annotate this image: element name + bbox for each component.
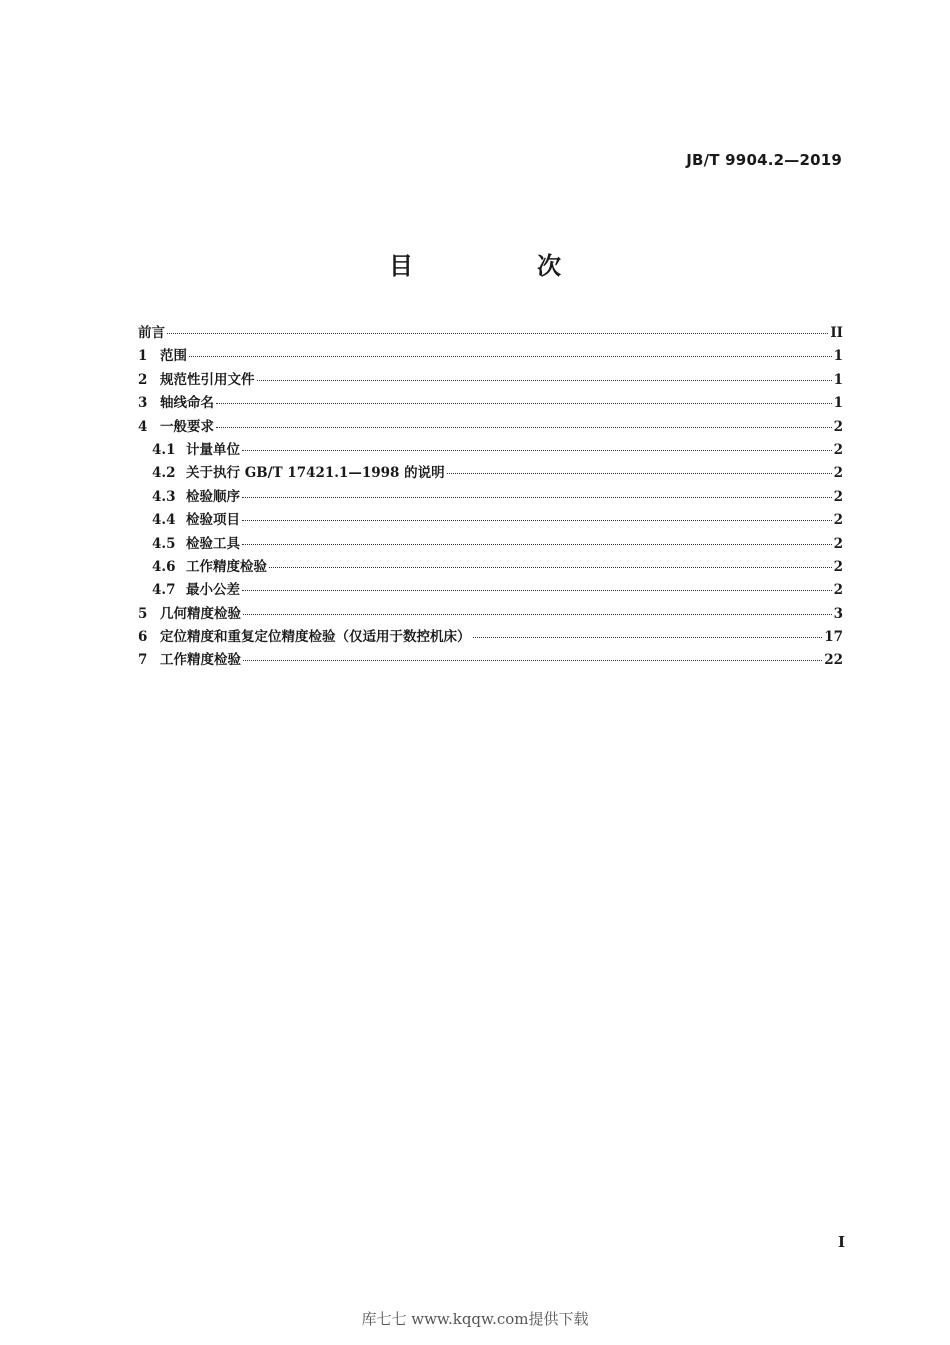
toc-entry[interactable] [138, 322, 843, 345]
toc-entry-number: 4.3 [152, 488, 176, 505]
toc-entry-number: 3 [138, 395, 148, 412]
toc-entry-page: 2 [833, 418, 843, 435]
toc-entry-page: 2 [833, 535, 843, 552]
toc-entry-number: 4.5 [152, 535, 176, 552]
toc-entry[interactable] [138, 603, 843, 626]
toc-entry-page: 2 [833, 441, 843, 458]
toc-entry[interactable] [138, 369, 843, 392]
toc-entry-page: 2 [833, 582, 843, 599]
toc-dot-leader [242, 449, 832, 451]
toc-entry[interactable] [138, 345, 843, 368]
toc-entry-page: 2 [833, 488, 843, 505]
toc-entry-label: 检验顺序 [186, 488, 240, 505]
toc-entry-label: 计量单位 [186, 441, 240, 458]
toc-dot-leader [243, 659, 822, 661]
toc-dot-leader [242, 519, 832, 521]
toc-entry-page: II [830, 325, 843, 341]
toc-dot-leader [167, 332, 828, 334]
toc-entry[interactable] [138, 533, 843, 556]
toc-entry[interactable] [138, 509, 843, 532]
table-of-contents [138, 322, 843, 673]
toc-entry-label: 前言 [138, 325, 165, 341]
toc-entry[interactable] [138, 392, 843, 415]
toc-entry[interactable] [138, 626, 843, 649]
toc-entry-page: 2 [833, 558, 843, 575]
toc-dot-leader [242, 589, 832, 591]
toc-entry-page: 2 [833, 512, 843, 529]
toc-entry-label: 工作精度检验 [186, 558, 267, 575]
toc-entry-number: 4 [138, 418, 148, 435]
page-title: 目 次 [389, 252, 611, 280]
toc-entry-label: 轴线命名 [160, 395, 214, 412]
toc-entry-page: 1 [833, 348, 843, 365]
toc-entry-label: 规范性引用文件 [160, 371, 255, 388]
toc-entry-number: 6 [138, 629, 148, 646]
toc-dot-leader [189, 355, 832, 357]
toc-dot-leader [216, 402, 832, 404]
toc-entry[interactable] [138, 649, 843, 672]
toc-entry[interactable] [138, 439, 843, 462]
toc-entry-label: 一般要求 [160, 418, 214, 435]
toc-dot-leader [447, 472, 832, 474]
toc-entry-number: 4.1 [152, 441, 176, 458]
toc-entry-page: 3 [833, 605, 843, 622]
toc-entry-number: 7 [138, 652, 148, 669]
toc-entry-label: 定位精度和重复定位精度检验（仅适用于数控机床） [160, 629, 471, 646]
toc-entry-page: 17 [824, 629, 843, 646]
toc-dot-leader [473, 636, 823, 638]
toc-dot-leader [242, 496, 832, 498]
toc-entry[interactable] [138, 416, 843, 439]
page-number: I [837, 1233, 845, 1251]
toc-entry-page: 1 [833, 395, 843, 412]
download-watermark: 库七七 www.kqqw.com提供下载 [361, 1310, 589, 1328]
toc-entry-number: 5 [138, 605, 148, 622]
toc-entry-label: 关于执行 GB/T 17421.1—1998 的说明 [186, 465, 445, 482]
toc-entry-number: 4.6 [152, 558, 176, 575]
toc-entry-number: 4.7 [152, 582, 176, 599]
toc-entry[interactable] [138, 462, 843, 485]
toc-dot-leader [242, 543, 832, 545]
toc-dot-leader [216, 426, 832, 428]
toc-entry-page: 22 [824, 652, 843, 669]
toc-entry-page: 1 [833, 371, 843, 388]
toc-entry-label: 几何精度检验 [160, 605, 241, 622]
standard-code: JB/T 9904.2—2019 [686, 151, 842, 169]
toc-entry-label: 工作精度检验 [160, 652, 241, 669]
toc-entry-number: 1 [138, 348, 148, 365]
toc-entry-label: 范围 [160, 348, 187, 365]
toc-entry[interactable] [138, 579, 843, 602]
toc-entry-number: 4.2 [152, 465, 176, 482]
toc-dot-leader [257, 379, 832, 381]
toc-entry-number: 2 [138, 371, 148, 388]
toc-entry-number: 4.4 [152, 512, 176, 529]
toc-entry-label: 检验项目 [186, 512, 240, 529]
toc-entry[interactable] [138, 486, 843, 509]
toc-dot-leader [243, 613, 832, 615]
toc-entry-label: 检验工具 [186, 535, 240, 552]
toc-entry-label: 最小公差 [186, 582, 240, 599]
toc-entry-page: 2 [833, 465, 843, 482]
toc-dot-leader [269, 566, 832, 568]
toc-entry[interactable] [138, 556, 843, 579]
